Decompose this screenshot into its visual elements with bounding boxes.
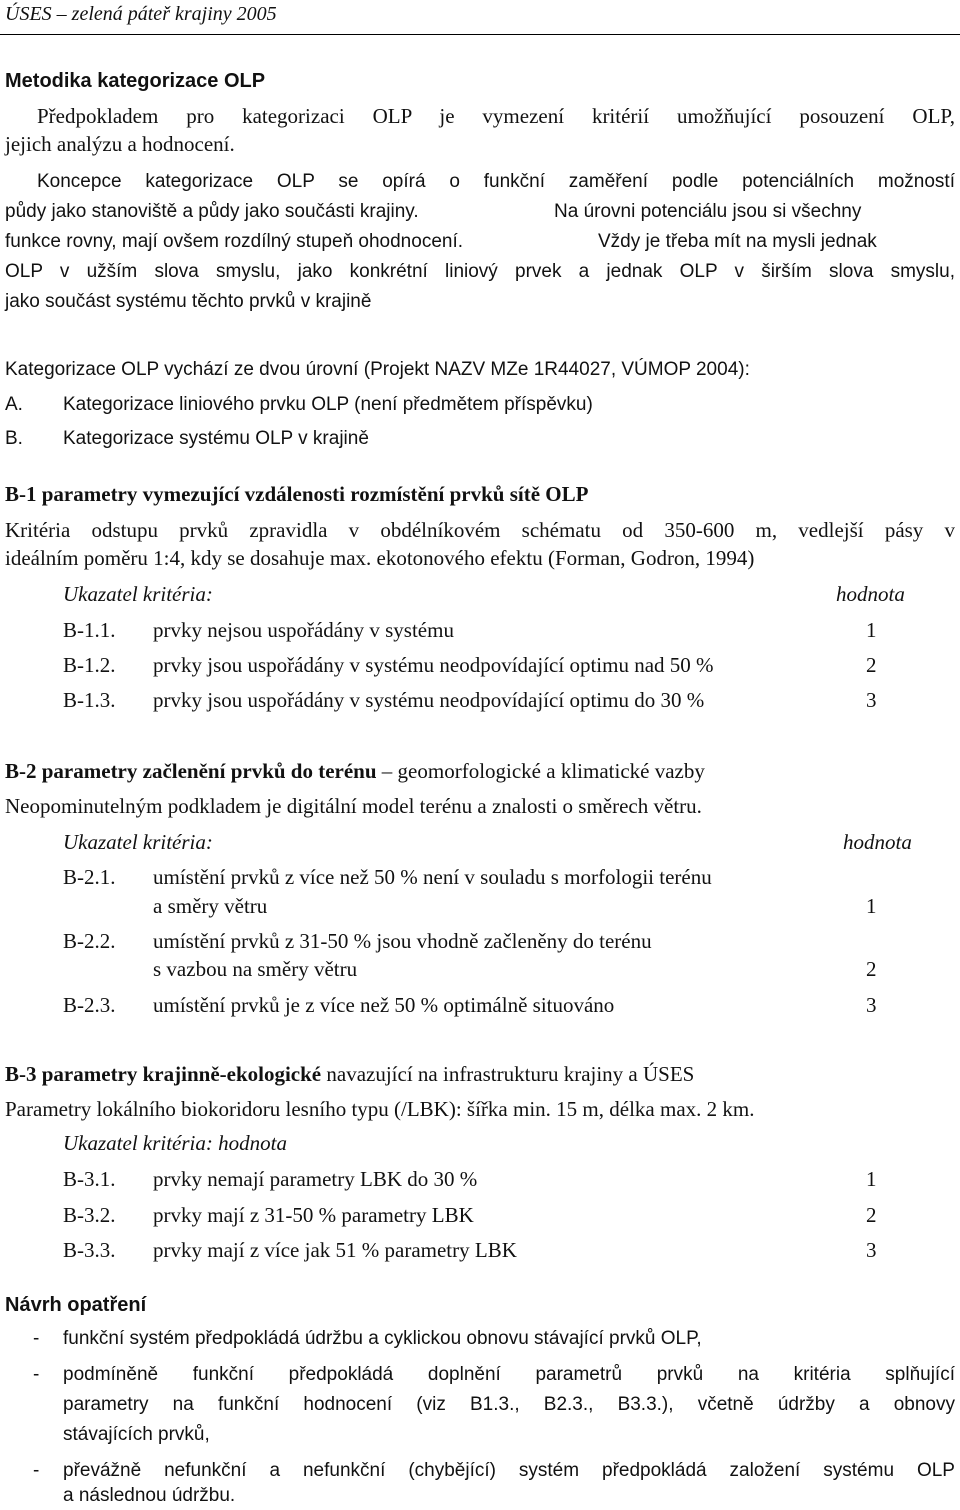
intro-line-2: jejich analýzu a hodnocení. bbox=[5, 132, 235, 156]
b3-row-code: B-3.1. bbox=[63, 1167, 116, 1191]
b3-row-text: prvky nemají parametry LBK do 30 % bbox=[153, 1167, 478, 1191]
b1-row-text: prvky jsou uspořádány v systému neodpovídající optimu nad 50 % bbox=[153, 653, 714, 677]
b2-row-text: umístění prvků z více než 50 % není v souladu s morfologii terénu bbox=[153, 865, 712, 889]
b1-desc-line-2: ideálním poměru 1:4, kdy se dosahuje max. ekotonového efektu (Forman, Godron, 1994) bbox=[5, 546, 755, 570]
b1-criteria-label: Ukazatel kritéria: bbox=[63, 582, 213, 606]
measure-item-2-line-2: parametry na funkční hodnocení (viz B1.3., B2.3., B3.3.), včetně údržby a obnovy bbox=[63, 1394, 955, 1415]
b2-heading bbox=[5, 757, 705, 785]
b2-criteria-label: Ukazatel kritéria: bbox=[63, 830, 213, 854]
concept-line-7: jako součást systému těchto prvků v krajině bbox=[5, 291, 372, 312]
section-title: Metodika kategorizace OLP bbox=[5, 70, 266, 92]
b2-desc: Neopominutelným podkladem je digitální model terénu a znalosti o směrech větru. bbox=[5, 794, 702, 818]
bullet-dash: - bbox=[33, 1460, 40, 1481]
b1-row-code: B-1.2. bbox=[63, 653, 116, 677]
b2-heading-rest: – geomorfologické a klimatické vazby bbox=[381, 759, 705, 783]
b1-row-code: B-1.3. bbox=[63, 688, 116, 712]
measures-heading: Návrh opatření bbox=[5, 1294, 147, 1316]
level-b-text: Kategorizace systému OLP v krajině bbox=[63, 428, 369, 449]
b1-row-value: 2 bbox=[866, 653, 877, 677]
bullet-dash: - bbox=[33, 1328, 40, 1349]
b2-row-text-cont: a směry větru bbox=[153, 894, 268, 918]
b3-heading bbox=[5, 1060, 694, 1088]
bullet-dash: - bbox=[33, 1364, 40, 1385]
b2-row-code: B-2.1. bbox=[63, 865, 116, 889]
b2-heading-bold: B-2 parametry začlenění prvků do terénu bbox=[5, 759, 377, 783]
b3-heading-bold: B-3 parametry krajinně-ekologické bbox=[5, 1062, 322, 1086]
running-header: ÚSES – zelená páteř krajiny 2005 bbox=[5, 3, 277, 25]
b1-value-label: hodnota bbox=[836, 582, 905, 606]
b1-row-text: prvky nejsou uspořádány v systému bbox=[153, 618, 454, 642]
concept-line-4: funkce rovny, mají ovšem rozdílný stupeň ohodnocení. bbox=[5, 231, 464, 252]
b3-row-text: prvky mají z více jak 51 % parametry LBK bbox=[153, 1238, 517, 1262]
b3-row-code: B-3.3. bbox=[63, 1238, 116, 1262]
b3-desc: Parametry lokálního biokoridoru lesního typu (/LBK): šířka min. 15 m, délka max. 2 km. bbox=[5, 1097, 755, 1121]
concept-line-5: Vždy je třeba mít na mysli jednak bbox=[598, 231, 877, 252]
b2-value-label: hodnota bbox=[843, 830, 912, 854]
concept-line-3: Na úrovni potenciálu jsou si všechny bbox=[554, 201, 862, 222]
concept-line-2: půdy jako stanoviště a půdy jako součásti krajiny. bbox=[5, 201, 419, 222]
intro-line-1: Předpokladem pro kategorizaci OLP je vymezení kritérií umožňující posouzení OLP, bbox=[37, 104, 955, 128]
b3-column-header: Ukazatel kritéria: hodnota bbox=[63, 1131, 287, 1155]
b2-row-code: B-2.3. bbox=[63, 993, 116, 1017]
concept-line-1: Koncepce kategorizace OLP se opírá o funkční zaměření podle potenciálních možností bbox=[37, 171, 955, 192]
b1-row-value: 3 bbox=[866, 688, 877, 712]
b3-row-value: 1 bbox=[866, 1167, 877, 1191]
b1-row-value: 1 bbox=[866, 618, 877, 642]
b1-row-code: B-1.1. bbox=[63, 618, 116, 642]
b3-row-text: prvky mají z 31-50 % parametry LBK bbox=[153, 1203, 474, 1227]
b2-row-text: umístění prvků z 31-50 % jsou vhodně začleněny do terénu bbox=[153, 929, 652, 953]
level-a-letter: A. bbox=[5, 394, 23, 415]
concept-line-6: OLP v užším slova smyslu, jako konkrétní liniový prvek a jednak OLP v širším slova smyslu, bbox=[5, 261, 955, 282]
b3-row-value: 3 bbox=[866, 1238, 877, 1262]
b2-row-code: B-2.2. bbox=[63, 929, 116, 953]
b3-row-code: B-3.2. bbox=[63, 1203, 116, 1227]
measure-item-3-line-1: převážně nefunkční a nefunkční (chybějící) systém předpokládá založení systému OLP bbox=[63, 1460, 955, 1481]
b2-row-value: 2 bbox=[866, 957, 877, 981]
b2-row-value: 1 bbox=[866, 894, 877, 918]
b2-row-text-cont: s vazbou na směry větru bbox=[153, 957, 358, 981]
b2-row-value: 3 bbox=[866, 993, 877, 1017]
level-b-letter: B. bbox=[5, 428, 23, 449]
b1-row-text: prvky jsou uspořádány v systému neodpovídající optimu do 30 % bbox=[153, 688, 705, 712]
measure-item-2-line-1: podmíněně funkční předpokládá doplnění parametrů prvků na kritéria splňující bbox=[63, 1364, 955, 1385]
header-rule bbox=[0, 34, 960, 35]
b1-desc-line-1: Kritéria odstupu prvků zpravidla v obdélníkovém schématu od 350-600 m, vedlejší pásy v bbox=[5, 518, 955, 542]
b3-heading-rest: navazující na infrastrukturu krajiny a ÚSES bbox=[326, 1062, 695, 1086]
measure-item-2-line-3: stávajících prvků, bbox=[63, 1424, 210, 1445]
b3-row-value: 2 bbox=[866, 1203, 877, 1227]
b1-heading: B-1 parametry vymezující vzdálenosti rozmístění prvků sítě OLP bbox=[5, 482, 589, 506]
level-a-text: Kategorizace liniového prvku OLP (není předmětem příspěvku) bbox=[63, 394, 593, 415]
b2-row-text: umístění prvků je z více než 50 % optimálně situováno bbox=[153, 993, 615, 1017]
measure-item-3-line-2: a následnou údržbu. bbox=[63, 1485, 236, 1506]
levels-intro: Kategorizace OLP vychází ze dvou úrovní (Projekt NAZV MZe 1R44027, VÚMOP 2004): bbox=[5, 359, 750, 380]
measure-item-1: funkční systém předpokládá údržbu a cyklickou obnovu stávající prvků OLP, bbox=[63, 1328, 702, 1349]
